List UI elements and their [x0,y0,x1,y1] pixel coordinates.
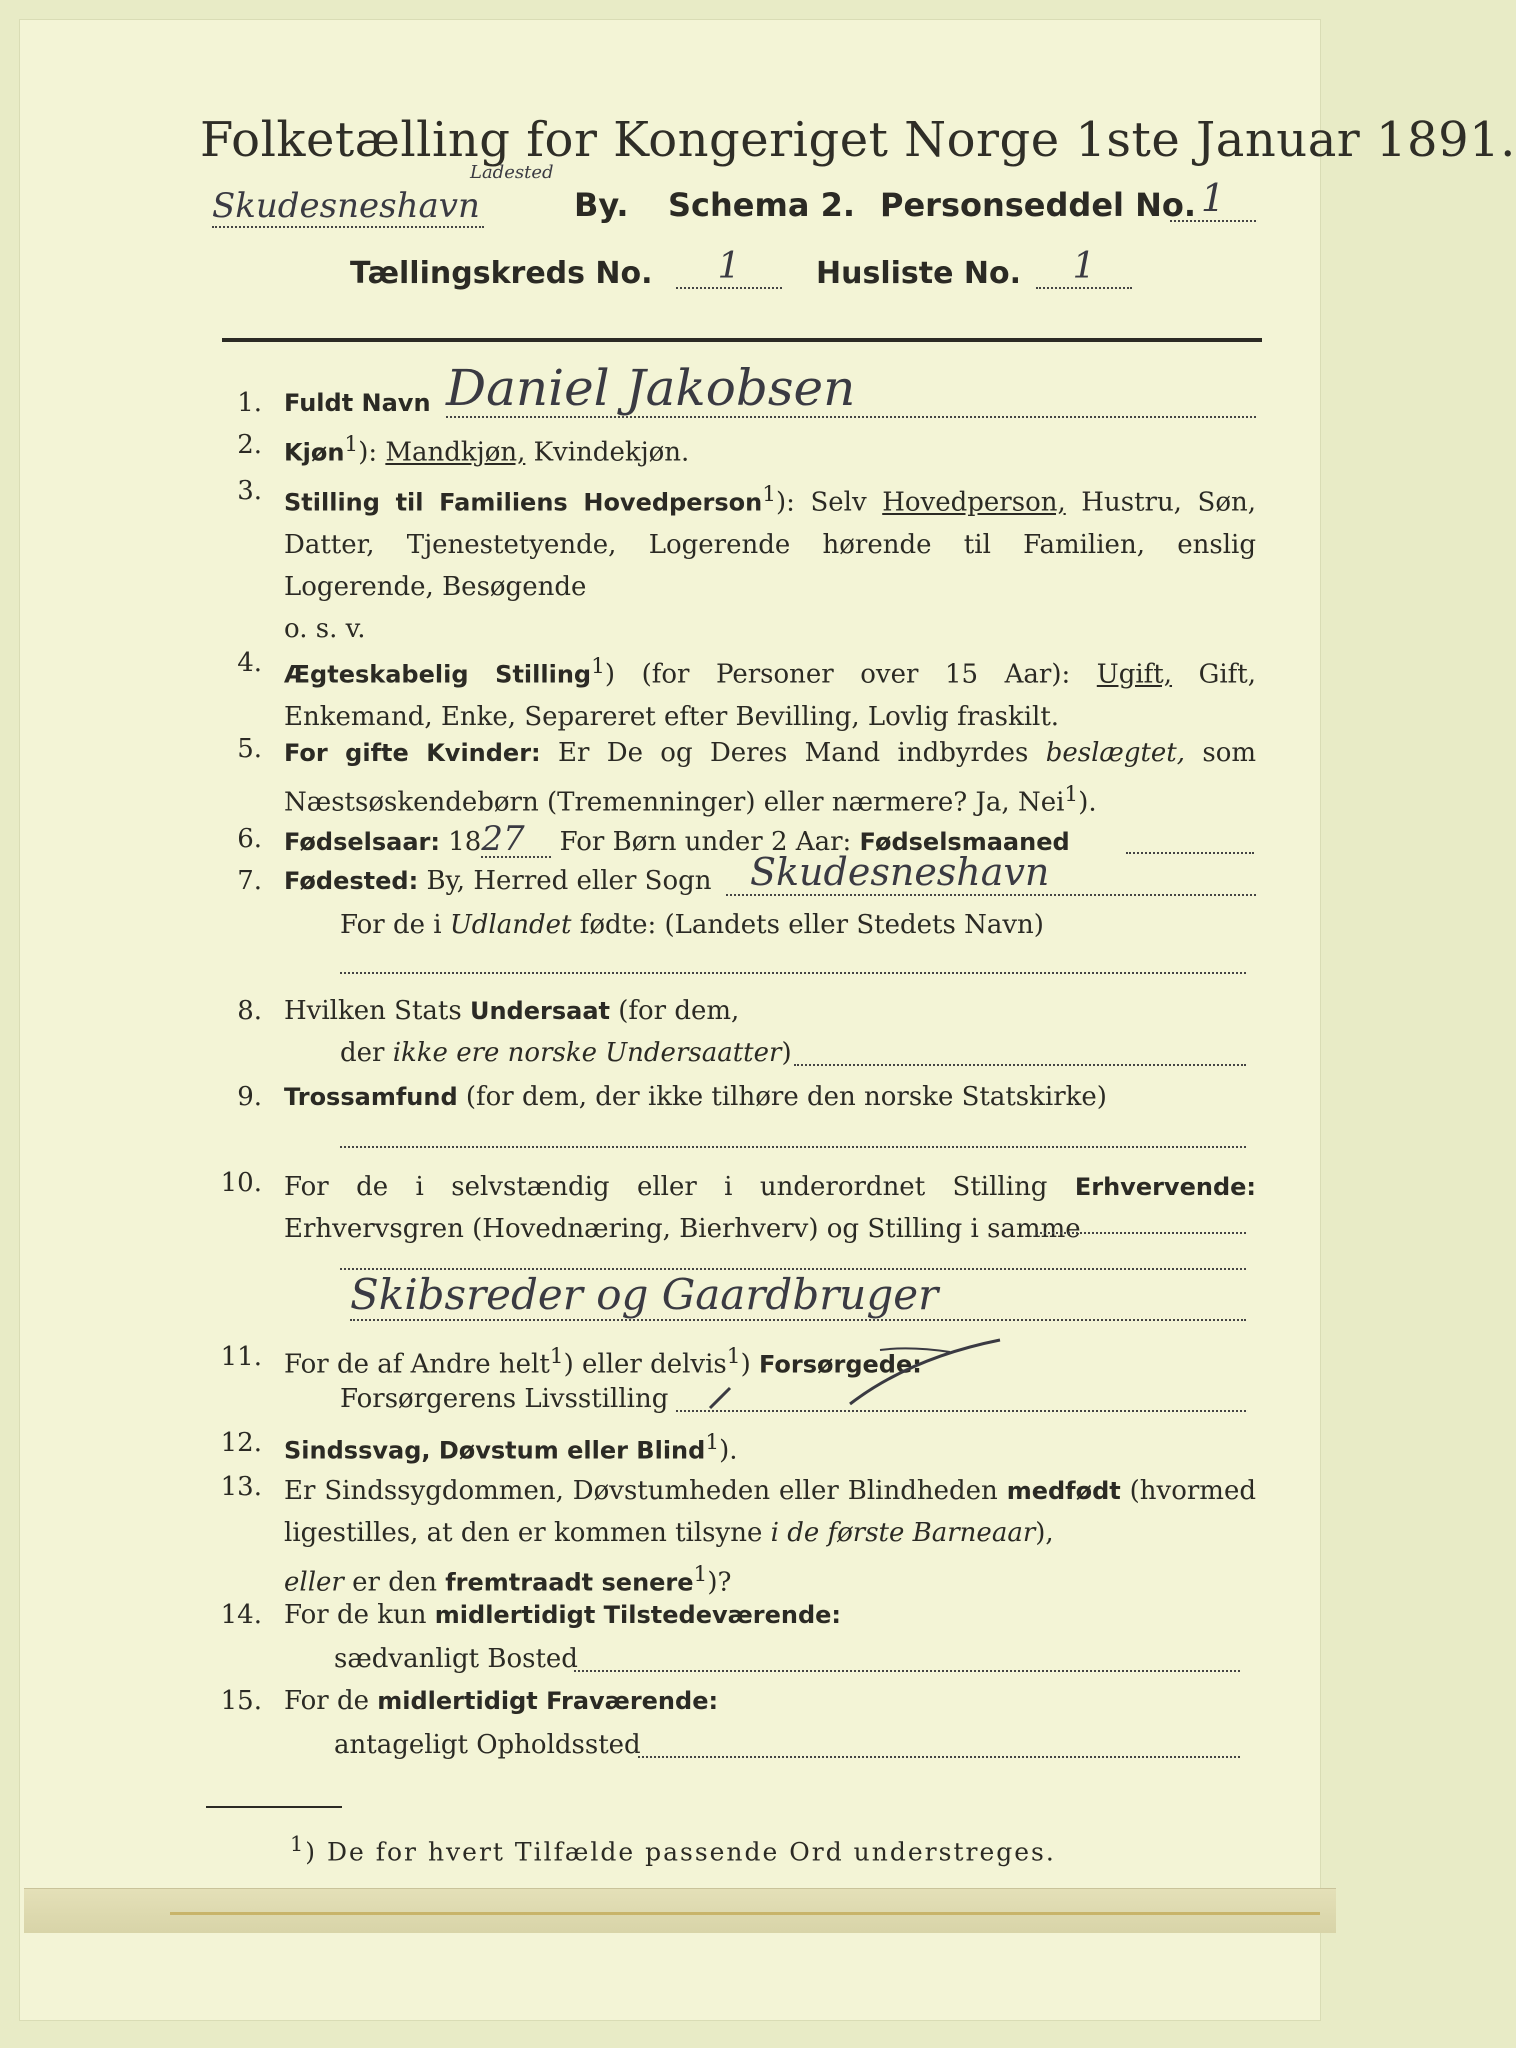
item-text: o. s. v. [284,613,366,644]
item-text: For de kun [284,1600,435,1630]
item-label: medfødt [1006,1477,1121,1505]
birth-year-value: 27 [481,822,551,858]
occupation-value: Skibsreder og Gaardbruger [350,1270,1246,1321]
religion-line [340,1146,1246,1148]
name-value: Daniel Jakobsen [446,360,1256,418]
item-text: er den [343,1567,446,1598]
item-text: der [340,1038,393,1068]
item-text: For de af Andre helt [284,1349,550,1380]
item-number: 6. [237,824,262,854]
item-text-italic: ikke ere norske Undersaatter [392,1038,782,1068]
item-text: ) [740,1349,759,1380]
foreign-birthplace-line [340,972,1246,974]
residence-line [574,1670,1240,1672]
item-label: Undersaat [469,997,610,1025]
personseddel-value: 1 [1170,176,1256,222]
item-text: ): Selv [775,487,883,518]
birthplace-value: Skudesneshavn [726,850,1256,896]
selected-option: Mandkjøn, [385,437,526,468]
item-text: 18 [440,827,482,857]
paper-bottom-edge [24,1888,1336,1933]
item-text-italic: i de første Barneaar [770,1518,1036,1548]
item-text: ): [358,437,386,468]
item-text: By, Herred eller Sogn [418,866,712,896]
item-number: 1. [237,388,262,418]
item-text: Gift, Enkemand, Enke, Separeret efter Bevilling, Lovlig fraskilt. [284,659,1256,732]
item-text: Forsørgerens Livsstilling [340,1384,669,1414]
footnote-mark: 1 [290,1832,306,1856]
item-text: (for dem, der ikke tilhøre den norske Statskirke) [457,1082,1107,1112]
item-text: For de [284,1686,378,1716]
item-label: Stilling til Familiens Hovedperson [284,488,763,517]
item-text-italic: beslægtet, [1045,738,1186,768]
item-number: 5. [237,734,262,764]
place-field [212,186,484,226]
handwritten-strike-mark [680,1338,1100,1430]
item-text: fødte: (Landets eller Stedets Navn) [571,910,1044,940]
footnote-mark: 1 [591,654,605,679]
item-text: antageligt Opholdssted [334,1730,641,1760]
item-number: 12. [220,1428,262,1458]
item-text: ) [781,1038,792,1068]
item-label: Forsørgede: [758,1350,922,1379]
item-text: ), [1035,1518,1054,1548]
item-text: Kvindekjøn. [525,437,690,468]
item-text: Erhvervsgren (Hovednæring, Bierhverv) og Stilling i samme [284,1214,1081,1244]
item-text: Er Sindssygdommen, Døvstumheden eller Blindheden [284,1476,1007,1506]
item-text: )? [707,1567,732,1598]
husliste-label: Husliste No. [816,256,1021,291]
item-text: ) eller delvis [563,1349,727,1380]
item-text: ). [1078,787,1097,818]
place-handwritten-above: Ladested [470,162,554,183]
item-text-italic: eller [284,1567,344,1598]
by-label: By. [574,186,629,224]
item-label: fremtraadt senere [445,1568,694,1597]
stay-location-line [638,1756,1240,1758]
item-number: 3. [237,476,262,506]
item-text: (for dem, [609,996,740,1026]
form-title: Folketælling for Kongeriget Norge 1ste Januar 1891. [200,112,1516,168]
footnote-mark: 1 [1064,782,1079,807]
item-label: For gifte Kvinder: [284,739,541,767]
footnote-mark: 1 [705,1430,720,1455]
footnote-text: ) De for hvert Tilfælde passende Ord understreges. [305,1837,1056,1867]
place-handwritten: Skudesneshavn [212,186,484,228]
personseddel-label: Personseddel No. [880,186,1197,224]
kreds-label: Tællingskreds No. [350,256,653,291]
item-text: For de i selvstændig eller i underordnet Stilling [284,1172,1075,1202]
item-text: sædvanligt Bosted [334,1644,578,1674]
paper-fold-line [170,1912,1320,1915]
item-label: Ægteskabelig Stilling [284,660,592,689]
item-label: midlertidigt Fraværende: [377,1687,719,1715]
schema-label: Schema 2. [668,186,855,224]
item-number: 9. [237,1082,262,1112]
nationality-line [794,1064,1246,1066]
item-number: 14. [220,1600,262,1630]
footnote [290,1832,1056,1866]
item-label: Sindssvag, Døvstum eller Blind [284,1436,706,1465]
item-label: Fuldt Navn [284,389,431,417]
item-number: 15. [220,1686,262,1716]
item-text: ) (for Personer over 15 Aar): [604,659,1097,690]
item-number: 11. [220,1342,262,1372]
selected-option: Ugift, [1096,659,1173,690]
item-label: Fødselsaar: [284,828,440,856]
item-text-italic: Udlandet [449,910,572,940]
item-number: 8. [237,996,262,1026]
item-label: Kjøn [284,438,345,467]
item-label: Fødselsmaaned [859,828,1070,856]
item-text: Er De og Deres Mand indbyrdes [540,738,1046,768]
item-label: Trossamfund [284,1083,458,1111]
footnote-mark: 1 [549,1344,564,1369]
footnote-mark: 1 [693,1562,708,1587]
item-text: ). [719,1435,738,1466]
header-rule [222,338,1262,342]
item-number: 7. [237,866,262,896]
item-number: 10. [220,1168,262,1198]
footnote-mark: 1 [726,1344,741,1369]
item-label: Erhvervende: [1074,1173,1256,1201]
occupation-line-1 [1036,1232,1246,1234]
item-text: For Børn under 2 Aar: [551,827,860,857]
item-label: midlertidigt Tilstedeværende: [434,1601,842,1629]
item-number: 4. [237,648,262,678]
footnote-mark: 1 [344,432,359,457]
item-number: 13. [220,1472,262,1502]
item-text: Hvilken Stats [284,996,470,1026]
item-text: (hvormed ligestilles, at den er kommen tilsyne [284,1476,1256,1548]
item-text: For de i [340,910,450,940]
item-text: som Næstsøskendebørn (Tremenninger) eller nærmere? Ja, Nei [284,738,1257,818]
item-text: Hustru, Søn, Datter, Tjenestetyende, Logerende hørende til Familien, enslig Logerende, Besøgende [284,487,1256,602]
footnote-rule [206,1806,342,1808]
footnote-mark: 1 [762,482,776,507]
kreds-value: 1 [676,246,782,289]
husliste-value: 1 [1036,246,1132,289]
selected-option: Hovedperson, [882,487,1066,518]
item-number: 2. [237,430,262,460]
item-label: Fødested: [284,867,419,895]
